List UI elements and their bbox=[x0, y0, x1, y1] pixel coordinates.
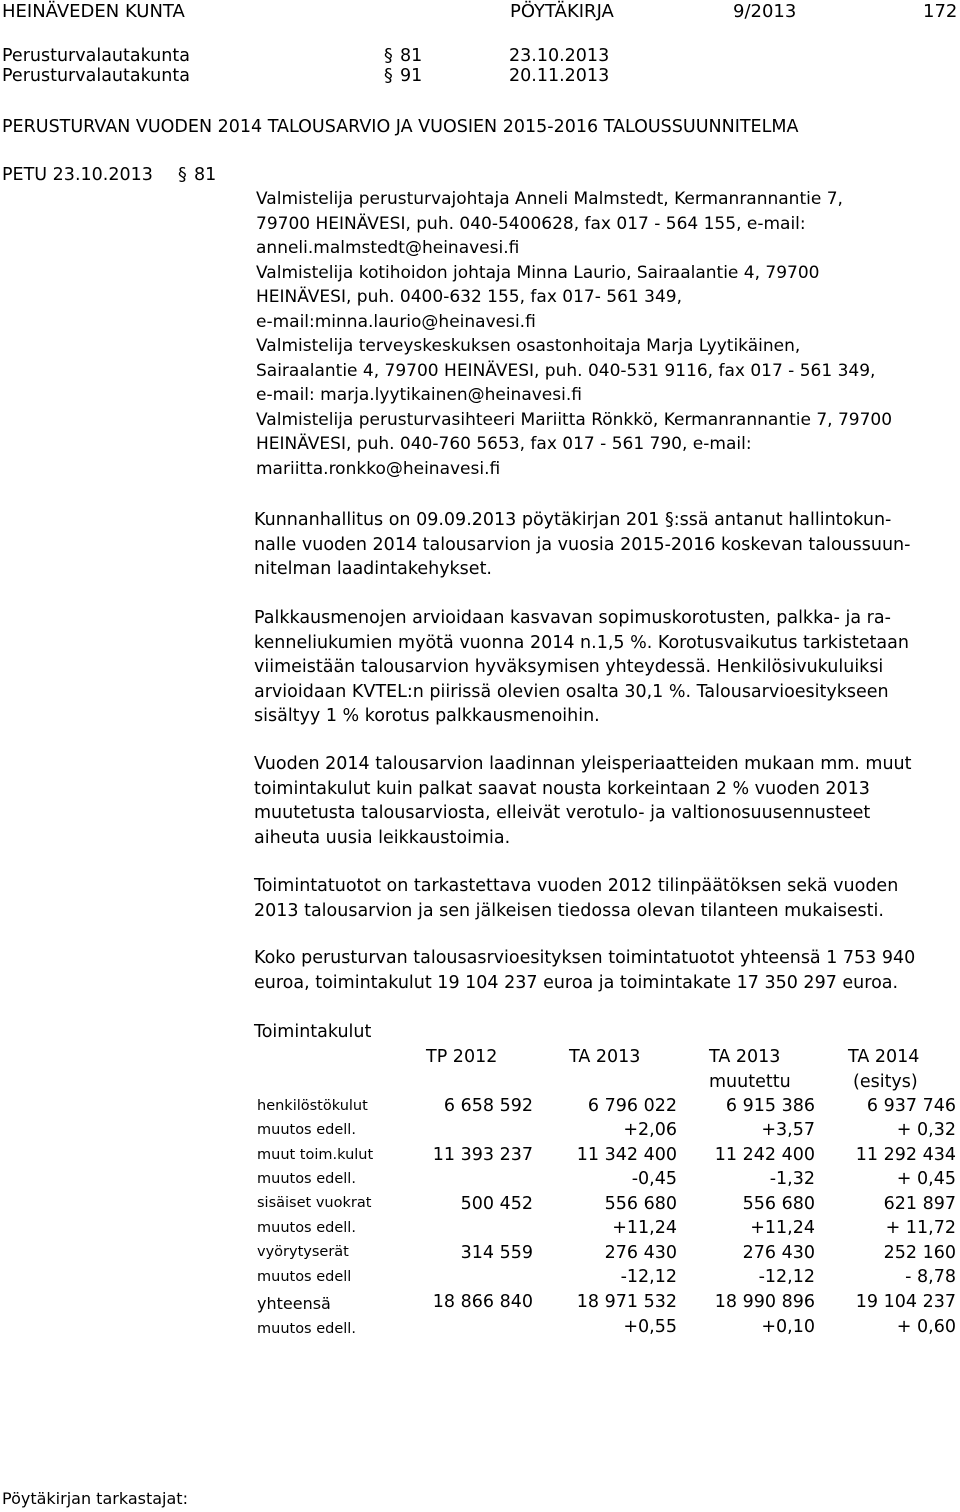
paragraph-line: kenneliukumien myötä vuonna 2014 n.1,5 %. Korotusvaikutus tarkistetaan bbox=[254, 632, 909, 653]
paragraph-line: aiheuta uusia leikkaustoimia. bbox=[254, 827, 511, 848]
paragraph-principles bbox=[254, 752, 954, 850]
column-header bbox=[709, 1045, 791, 1094]
preparer-line: Valmistelija perusturvasihteeri Mariitta Rönkkö, Kermanrannantie 7, 79700 bbox=[256, 409, 893, 430]
text-span: Kunnanhallitus on 09.09.2013 pöytäkirjan 201 bbox=[254, 510, 666, 530]
paragraph-line: Vuoden 2014 talousarvion laadinnan yleisperiaatteiden mukaan mm. muut bbox=[254, 754, 912, 774]
header-line: muutettu bbox=[709, 1071, 791, 1092]
header-line: TA 2013 bbox=[709, 1047, 781, 1067]
preparer-line: Valmistelija kotihoidon johtaja Minna Laurio, Sairaalantie 4, 79700 bbox=[256, 262, 820, 283]
paragraph-line: toimintakulut kuin palkat saavat nousta korkeintaan 2 % vuoden 2013 bbox=[254, 778, 870, 799]
row-label: muut toim.kulut bbox=[257, 1147, 374, 1163]
table-cell: 276 430 bbox=[742, 1243, 815, 1263]
row-sublabel: muutos edell. bbox=[257, 1220, 356, 1236]
table-cell: 11 242 400 bbox=[714, 1145, 815, 1165]
paragraph-line: Toimintatuotot on tarkastettava vuoden 2012 tilinpäätöksen sekä vuoden bbox=[254, 876, 899, 896]
paragraph-totals bbox=[254, 946, 954, 995]
table-cell: 18 866 840 bbox=[432, 1292, 533, 1312]
preparer-line: 79700 HEINÄVESI, puh. 040-5400628, fax 017 - 564 155, e-mail: bbox=[256, 213, 806, 234]
footer-reviewers-label: Pöytäkirjan tarkastajat: bbox=[2, 1489, 188, 1508]
change-cell: -1,32 bbox=[769, 1169, 815, 1189]
meeting-label: PETU 23.10.2013 bbox=[2, 165, 153, 185]
preparer-line: Sairaalantie 4, 79700 HEINÄVESI, puh. 040-531 9116, fax 017 - 561 349, bbox=[256, 360, 876, 381]
table-cell: 19 104 237 bbox=[855, 1292, 956, 1312]
paragraph-budget-frame bbox=[254, 508, 954, 582]
paragraph-line: viimeistään talousarvion hyväksymisen yhteydessä. Henkilösivukuluiksi bbox=[254, 657, 884, 677]
paragraph-salary bbox=[254, 606, 954, 729]
preparer-line: HEINÄVESI, puh. 040-760 5653, fax 017 - 561 790, e-mail: bbox=[256, 434, 752, 454]
preparer-line: Valmistelija terveyskeskuksen osastonhoitaja Marja Lyytikäinen, bbox=[256, 336, 801, 356]
change-cell: -0,45 bbox=[631, 1169, 677, 1189]
change-cell: +0,10 bbox=[761, 1317, 815, 1337]
section-mark: § bbox=[665, 510, 674, 530]
change-cell: + 0,32 bbox=[896, 1120, 956, 1140]
table-cell: 6 658 592 bbox=[443, 1096, 533, 1116]
column-header bbox=[848, 1045, 919, 1094]
text-span: :ssä antanut hallintokun- bbox=[673, 510, 892, 530]
ref-num-1: 81 bbox=[400, 46, 423, 66]
row-label: sisäiset vuokrat bbox=[257, 1195, 372, 1211]
section-mark: § bbox=[384, 46, 393, 66]
municipality-name: HEINÄVEDEN KUNTA bbox=[2, 1, 185, 22]
table-cell: 252 160 bbox=[883, 1243, 956, 1263]
table-cell: 18 990 896 bbox=[714, 1292, 815, 1312]
table-cell: 556 680 bbox=[742, 1194, 815, 1214]
table-cell: 11 342 400 bbox=[576, 1145, 677, 1165]
change-cell: +3,57 bbox=[761, 1120, 815, 1140]
paragraph-line: sisältyy 1 % korotus palkkausmenoihin. bbox=[254, 706, 600, 726]
paragraph-line bbox=[254, 508, 954, 533]
ref-num-2: 91 bbox=[400, 66, 423, 86]
table-cell: 6 915 386 bbox=[725, 1096, 815, 1116]
change-cell: +11,24 bbox=[750, 1218, 815, 1238]
ref-date-1: 23.10.2013 bbox=[509, 46, 610, 66]
row-sublabel: muutos edell. bbox=[257, 1321, 356, 1337]
paragraph-line: nalle vuoden 2014 talousarvion ja vuosia 2015-2016 koskevan taloussuun- bbox=[254, 534, 911, 555]
row-sublabel: muutos edell bbox=[257, 1269, 352, 1285]
meeting-section-num: 81 bbox=[194, 165, 217, 185]
change-cell: -12,12 bbox=[758, 1267, 815, 1287]
ref-body-2: Perusturvalautakunta bbox=[2, 66, 190, 86]
paragraph-line: muutetusta talousarviosta, elleivät verotulo- ja valtionosuusennusteet bbox=[254, 803, 871, 823]
header-line: TA 2014 bbox=[848, 1047, 920, 1067]
preparer-email: anneli.malmstedt@heinavesi.fi bbox=[256, 238, 520, 258]
paragraph-line: Palkkausmenojen arvioidaan kasvavan sopimuskorotusten, palkka- ja ra- bbox=[254, 608, 891, 628]
table-cell: 314 559 bbox=[460, 1243, 533, 1263]
change-cell: + 11,72 bbox=[885, 1218, 956, 1238]
row-sublabel: muutos edell. bbox=[257, 1171, 356, 1187]
table-cell: 6 796 022 bbox=[587, 1096, 677, 1116]
change-cell: +2,06 bbox=[623, 1120, 677, 1140]
table-cell: 6 937 746 bbox=[866, 1096, 956, 1116]
row-label: henkilöstökulut bbox=[257, 1098, 368, 1114]
row-label: vyörytyserät bbox=[257, 1244, 349, 1260]
table-cell: 11 292 434 bbox=[855, 1145, 956, 1165]
table-cell: 276 430 bbox=[604, 1243, 677, 1263]
table-cell: 556 680 bbox=[604, 1194, 677, 1214]
paragraph-line: Koko perusturvan talousasrvioesityksen toimintatuotot yhteensä 1 753 940 bbox=[254, 948, 916, 968]
preparer-email: mariitta.ronkko@heinavesi.fi bbox=[256, 458, 501, 479]
ref-date-2: 20.11.2013 bbox=[509, 66, 610, 86]
section-mark: § bbox=[178, 165, 187, 185]
ref-body-1: Perusturvalautakunta bbox=[2, 46, 190, 66]
column-header bbox=[569, 1045, 640, 1070]
header-line: TP 2012 bbox=[426, 1047, 498, 1067]
column-header bbox=[426, 1045, 497, 1070]
preparer-line: Valmistelija perusturvajohtaja Anneli Malmstedt, Kermanrannantie 7, bbox=[256, 189, 843, 209]
row-label: yhteensä bbox=[257, 1294, 331, 1313]
change-cell: - 8,78 bbox=[905, 1267, 956, 1287]
header-line: (esitys) bbox=[853, 1071, 918, 1092]
document-type: PÖYTÄKIRJA bbox=[510, 1, 614, 22]
preparer-block bbox=[256, 187, 892, 481]
change-cell: +0,55 bbox=[623, 1317, 677, 1337]
change-cell: +11,24 bbox=[612, 1218, 677, 1238]
preparer-email: e-mail: marja.lyytikainen@heinavesi.fi bbox=[256, 385, 582, 405]
section-mark: § bbox=[384, 66, 393, 86]
change-cell: + 0,45 bbox=[896, 1169, 956, 1189]
document-title: PERUSTURVAN VUODEN 2014 TALOUSARVIO JA VUOSIEN 2015-2016 TALOUSSUUNNITELMA bbox=[2, 117, 799, 137]
table-cell: 500 452 bbox=[460, 1194, 533, 1214]
document-number: 9/2013 bbox=[733, 1, 797, 22]
row-sublabel: muutos edell. bbox=[257, 1122, 356, 1138]
preparer-email: e-mail:minna.laurio@heinavesi.fi bbox=[256, 311, 536, 332]
paragraph-line: arvioidaan KVTEL:n piirissä olevien osalta 30,1 %. Talousarvioesitykseen bbox=[254, 681, 889, 702]
table-cell: 621 897 bbox=[883, 1194, 956, 1214]
page-number: 172 bbox=[923, 1, 958, 22]
change-cell: -12,12 bbox=[620, 1267, 677, 1287]
header-line: TA 2013 bbox=[569, 1047, 641, 1067]
paragraph-line: euroa, toimintakulut 19 104 237 euroa ja toimintakate 17 350 297 euroa. bbox=[254, 972, 899, 993]
table-cell: 11 393 237 bbox=[432, 1145, 533, 1165]
table-title: Toimintakulut bbox=[254, 1022, 372, 1042]
paragraph-line: 2013 talousarvion ja sen jälkeisen tiedossa olevan tilanteen mukaisesti. bbox=[254, 900, 884, 921]
paragraph-line: nitelman laadintakehykset. bbox=[254, 559, 492, 579]
table-cell: 18 971 532 bbox=[576, 1292, 677, 1312]
preparer-line: HEINÄVESI, puh. 0400-632 155, fax 017- 561 349, bbox=[256, 287, 682, 307]
change-cell: + 0,60 bbox=[896, 1317, 956, 1337]
paragraph-income bbox=[254, 874, 954, 923]
